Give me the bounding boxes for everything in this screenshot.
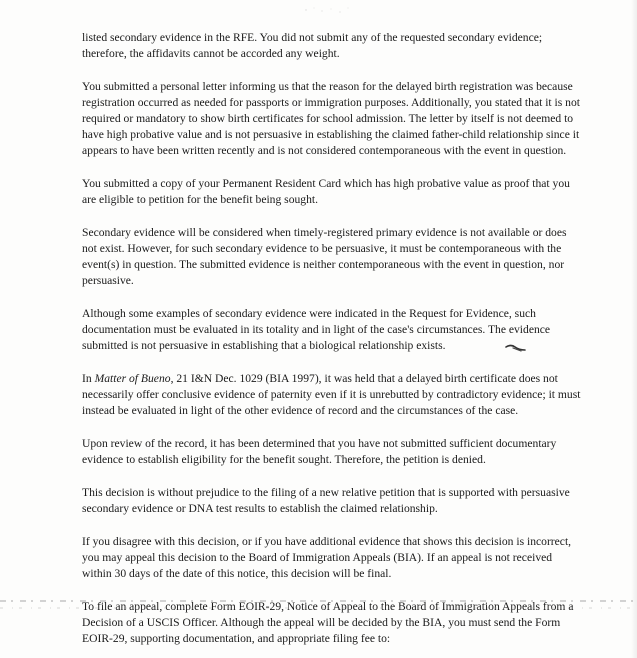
bueno-rest: , 21 I&N Dec. 1029 (BIA 1997), it was held that a delayed birth certificate does not necessarily offer conclusive evidence of paternity even if it is unrebutted by contradictory evidence; it must instead be evaluated in light of the other evidence of record and the circumstances of the case. (82, 372, 581, 417)
paragraph-affidavits: listed secondary evidence in the RFE. You did not submit any of the requested secondary evidence; therefore, the affidavits cannot be accorded any weight. (82, 31, 543, 60)
paragraph-without-prejudice: This decision is without prejudice to the filing of a new relative petition that is supported with persuasive secondary evidence or DNA test results to establish the claimed relationship. (82, 486, 570, 515)
paragraph-permanent-resident-card: You submitted a copy of your Permanent Resident Card which has high probative value as proof that you are eligible to petition for the benefit being sought. (82, 177, 570, 206)
scan-speckle-mark (300, 4, 360, 16)
paragraph-personal-letter: You submitted a personal letter informing us that the reason for the delayed birth registration was because registration occurred as needed for passports or immigration purposes. Additionally, you stated that it is not required or mandatory to show birth certificates for school admission. The letter by itself is not deemed to have high probative value and is not persuasive in establishing the claimed father-child relationship since it appears to have been written recently and is not considered contemporaneous with the event in question. (82, 80, 580, 157)
pen-scribble-mark (505, 342, 527, 354)
page-edge-shadow (631, 0, 637, 658)
paragraph-request-for-evidence: Although some examples of secondary evidence were indicated in the Request for Evidence, such documentation must be evaluated in its totality and in light of the case's circumstances. The evidence submitted is not persuasive in establishing that a biological relationship exists. (82, 307, 551, 352)
page-fold-secondary-line (0, 606, 637, 610)
case-citation-name: Matter of Bueno (94, 372, 171, 385)
page-fold-dashed-line (0, 598, 637, 604)
paragraph-petition-denied: Upon review of the record, it has been determined that you have not submitted sufficient documentary evidence to establish eligibility for the benefit sought. Therefore, the petition is denied. (82, 437, 557, 466)
paragraph-appeal-option: If you disagree with this decision, or if you have additional evidence that shows this decision is incorrect, you may appeal this decision to the Board of Immigration Appeals (BIA). If an appeal is not received within 30 days of the date of this notice, this decision will be final. (82, 535, 572, 580)
paragraph-secondary-evidence: Secondary evidence will be considered when timely-registered primary evidence is not available or does not exist. However, for such secondary evidence to be persuasive, it must be contemporaneous with the event(s) in question. The submitted evidence is neither contemporaneous with the event in question, nor persuasive. (82, 226, 567, 287)
paragraph-matter-of-bueno (82, 371, 582, 419)
paragraph-file-appeal: To file an appeal, complete Form EOIR-29, Notice of Appeal to the Board of Immigration Appeals from a Decision of a USCIS Officer. Although the appeal will be decided by the BIA, you must send the Form EOIR-29, supporting documentation, and appropriate filing fee to: (82, 600, 574, 645)
bueno-prefix: In (82, 372, 95, 385)
